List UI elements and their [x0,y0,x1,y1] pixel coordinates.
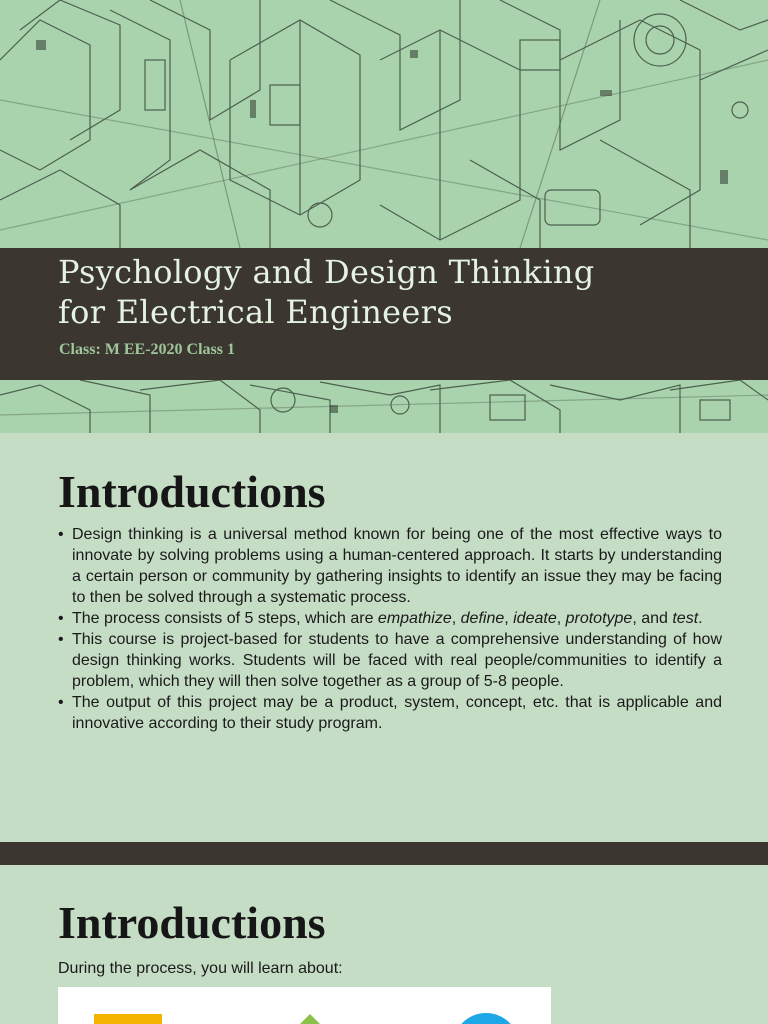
separator: , [451,610,461,627]
slide-heading: Introductions [58,466,326,517]
step-ideate: ideate [513,610,557,627]
steps-intro: The process consists of 5 steps, which are [72,610,378,627]
separator: , [632,610,642,627]
green-triangle-icon [294,1014,326,1024]
slide-intro-text: During the process, you will learn about: [58,960,343,977]
and-word: and [641,610,673,627]
slide-divider [0,842,768,865]
bullet-list [58,524,722,734]
title-line-2: for Electrical Engineers [58,293,453,331]
bullet-item-steps [58,608,722,629]
bullet-item: • This course is project-based for students to have a comprehensive understanding of how design thinking works. Students will be faced with real people/communities to identify a problem, which they will then solve together as a group of 5-8 people. [58,629,722,692]
separator: , [556,610,566,627]
step-prototype: prototype [565,610,633,627]
period: . [698,610,703,627]
slide-heading: Introductions [58,897,326,948]
learning-icons-card [58,987,551,1024]
introductions-slide-2 [0,865,768,1024]
step-define: define [460,610,505,627]
yellow-square-icon [94,1014,162,1024]
separator: , [504,610,514,627]
bullet-item: • The output of this project may be a product, system, concept, etc. that is applicable and innovative according to their study program. [58,692,722,734]
introductions-slide-1 [0,433,768,842]
step-test: test [672,610,699,627]
class-subtitle: Class: M EE-2020 Class 1 [59,341,236,358]
blue-circle-icon [453,1013,519,1024]
title-line-1: Psychology and Design Thinking [58,253,595,291]
bullet-item: • Design thinking is a universal method known for being one of the most effective ways to innovate by solving problems using a human-centered approach. It starts by understanding a certain person or community by gathering insights to identify an issue they may be facing to then be solved through a systematic process. [58,524,722,608]
step-empathize: empathize [377,610,452,627]
presentation-title [58,252,738,332]
title-slide [0,0,768,433]
